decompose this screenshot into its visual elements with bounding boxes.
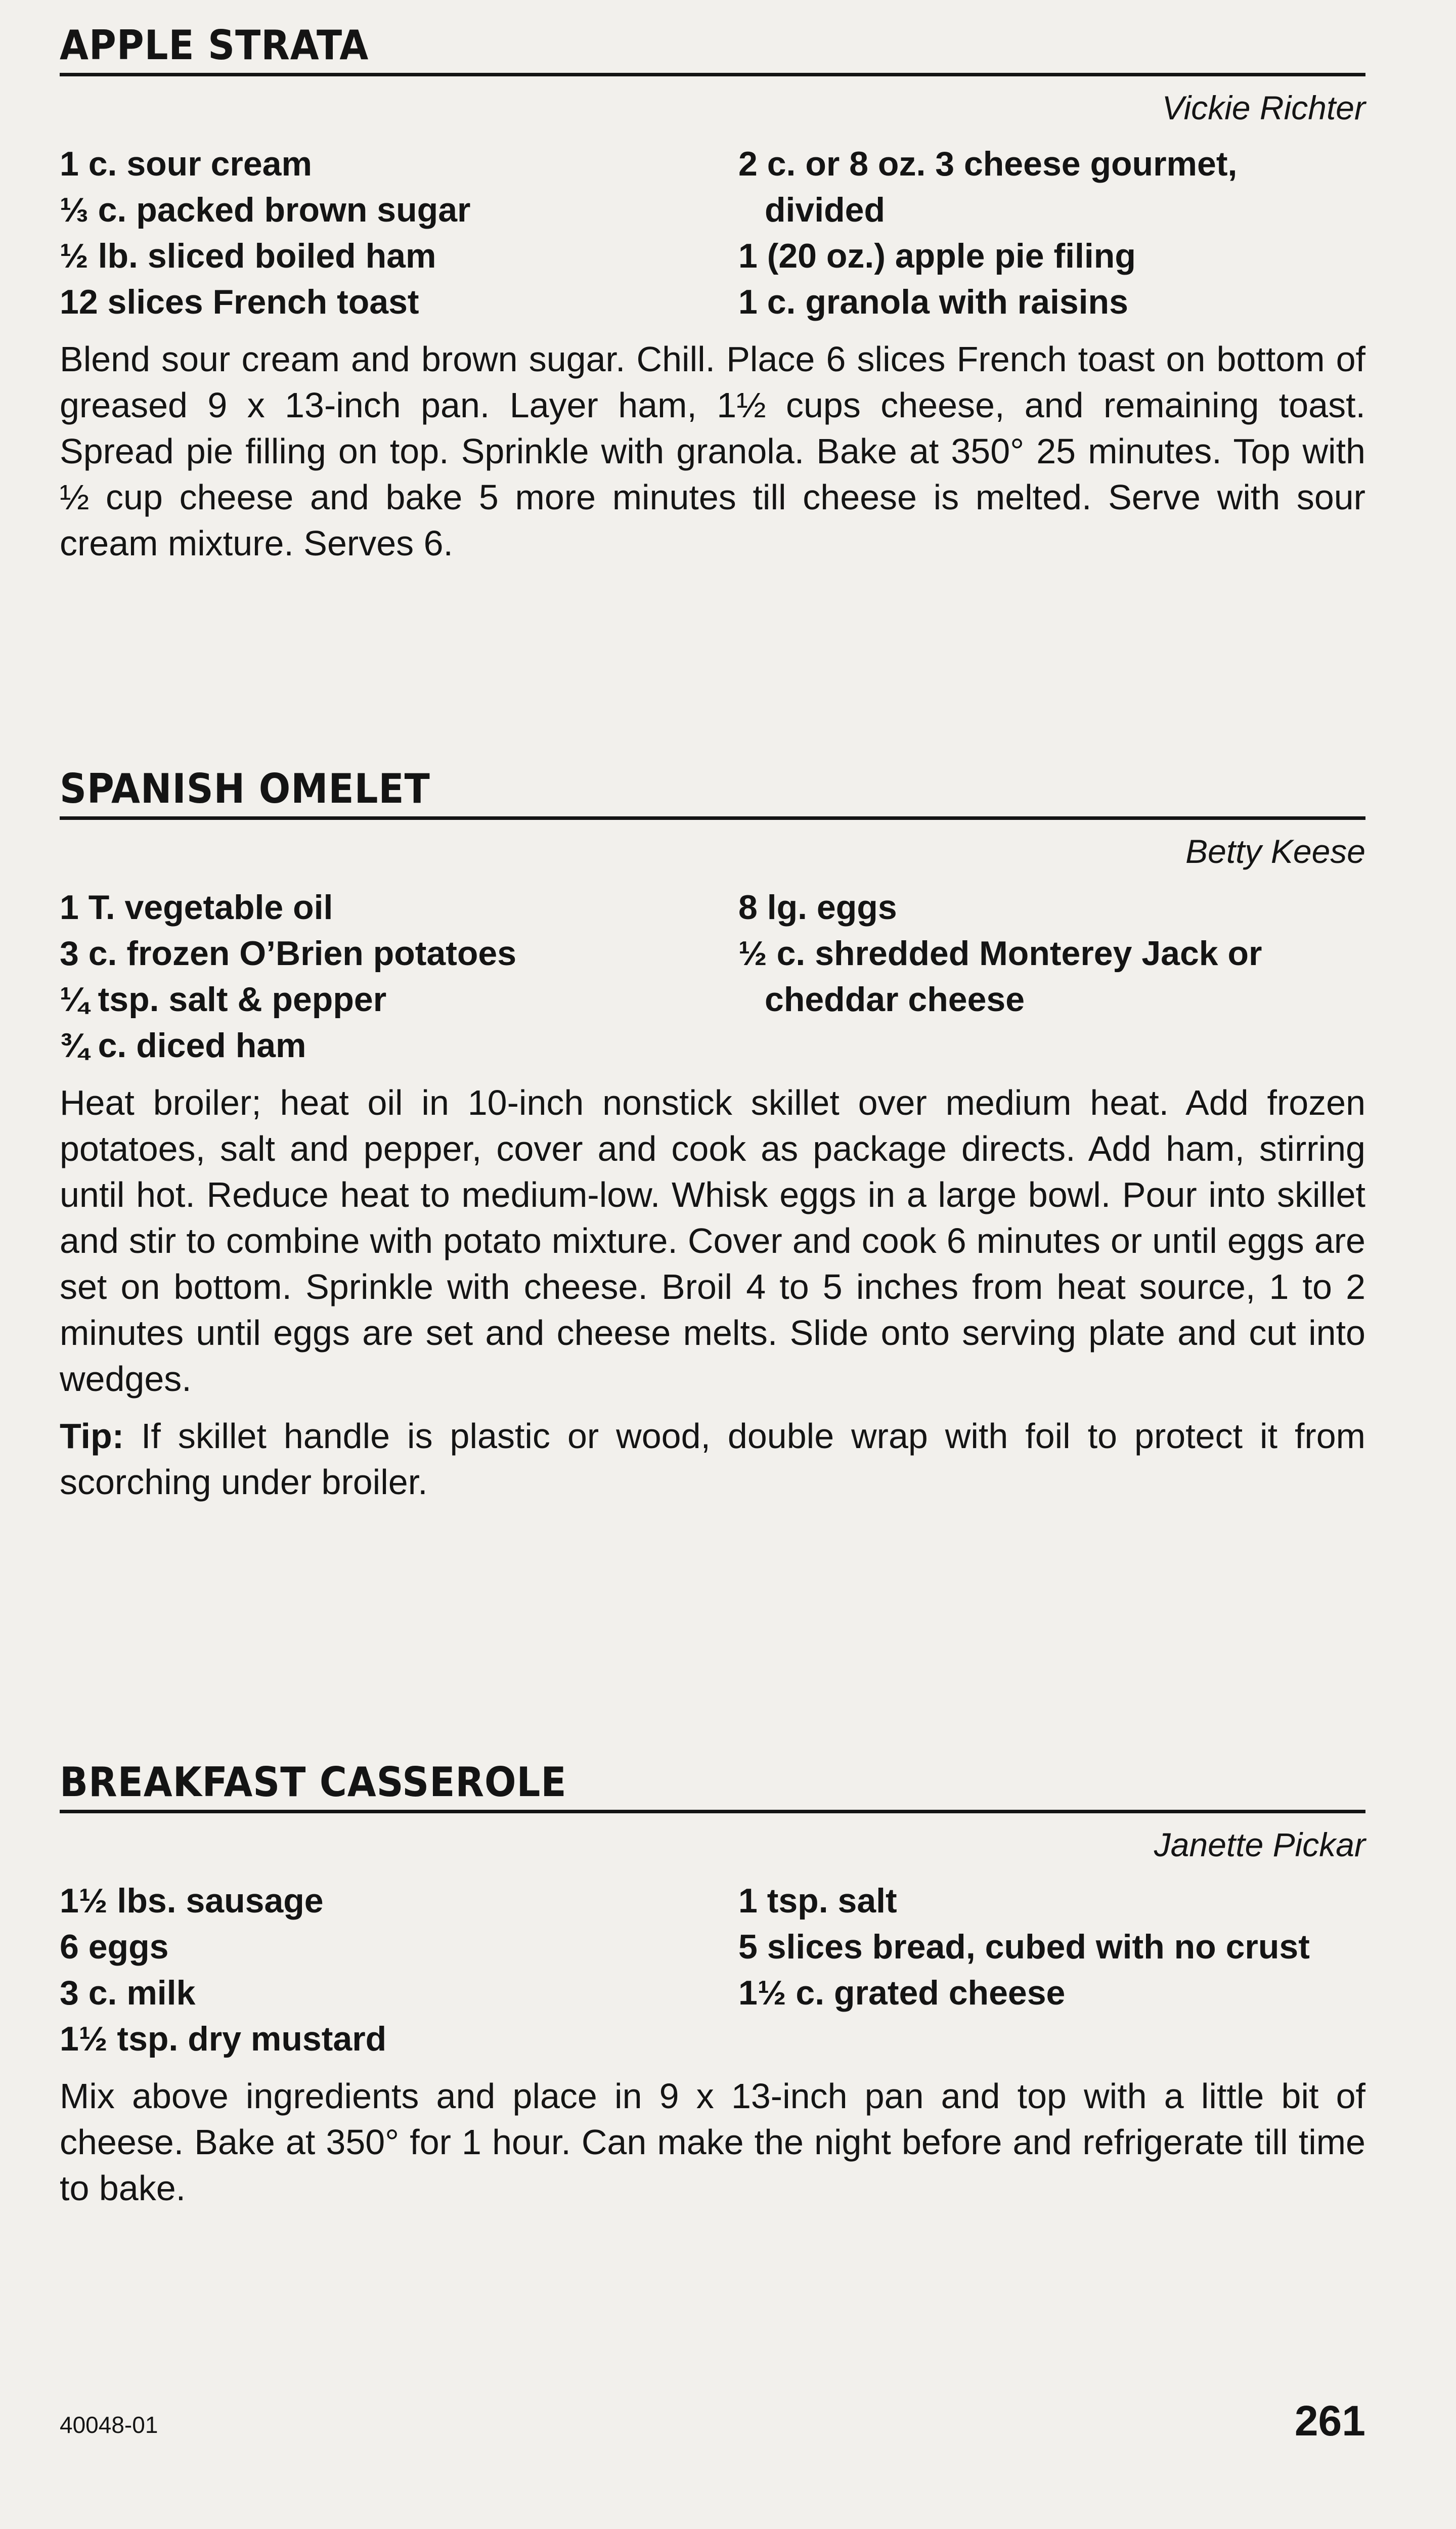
- ingredient: 2 c. or 8 oz. 3 cheese gourmet, divided: [738, 145, 1238, 229]
- ingredient: 12 slices French toast: [60, 283, 419, 321]
- page-number: 261: [1294, 2397, 1365, 2445]
- recipe-breakfast-casserole: [60, 1758, 1365, 2211]
- ingredient: ½ lb. sliced boiled ham: [60, 237, 436, 275]
- recipe-directions: Heat broiler; heat oil in 10-inch nonstick skillet over medium heat. Add frozen potatoes, salt and pepper, cover and cook as package directs. Add ham, stirring until hot. Reduce heat to medium-low. Whisk eggs in a large bowl. Pour into skillet and stir to combine with potato mixture. Cover and cook 6 minutes or until eggs are set on bottom. Sprinkle with cheese. Broil 4 to 5 inches from heat source, 1 to 2 minutes until eggs are set and cheese melts. Slide onto serving plate and cut into wedges.: [60, 1083, 1365, 1399]
- ingredient: ⅓ c. packed brown sugar: [60, 191, 471, 229]
- ingredient: ¾ c. diced ham: [60, 1026, 306, 1065]
- ingredient: 1½ lbs. sausage: [60, 1882, 324, 1920]
- publication-code: 40048-01: [60, 2412, 158, 2438]
- title-rule: [60, 73, 1365, 76]
- ingredient-column-left: [60, 141, 738, 325]
- recipe-author: Betty Keese: [1185, 833, 1365, 870]
- ingredient-list: [60, 885, 1365, 1069]
- ingredient: 8 lg. eggs: [738, 888, 897, 927]
- ingredient: 3 c. milk: [60, 1974, 196, 2012]
- ingredient-column-right: [738, 1878, 1365, 2062]
- ingredient-column-right: [738, 141, 1365, 325]
- ingredient-column-right: [738, 885, 1365, 1069]
- ingredient: 1 c. sour cream: [60, 145, 312, 183]
- ingredient: 1½ tsp. dry mustard: [60, 2020, 387, 2058]
- recipe-title: BREAKFAST CASSEROLE: [60, 1759, 567, 1806]
- recipe-title: SPANISH OMELET: [60, 765, 430, 812]
- ingredient: 1 c. granola with raisins: [738, 283, 1128, 321]
- recipe-tip: [60, 1413, 1365, 1505]
- recipe-author: Vickie Richter: [1162, 89, 1365, 126]
- ingredient: ½ c. shredded Monterey Jack or cheddar cheese: [738, 934, 1262, 1019]
- recipe-directions: Mix above ingredients and place in 9 x 13-inch pan and top with a little bit of cheese. Bake at 350° for 1 hour. Can make the night before and refrigerate till time to bake.: [60, 2076, 1365, 2208]
- title-rule: [60, 816, 1365, 820]
- tip-text: If skillet handle is plastic or wood, double wrap with foil to protect it from scorching under broiler.: [60, 1416, 1365, 1502]
- ingredient-list: [60, 1878, 1365, 2062]
- ingredient-column-left: [60, 1878, 738, 2062]
- tip-label: Tip:: [60, 1416, 124, 1456]
- ingredient: 1 tsp. salt: [738, 1882, 897, 1920]
- ingredient: 1 T. vegetable oil: [60, 888, 333, 927]
- recipe-spanish-omelet: [60, 765, 1365, 1505]
- recipe-title: APPLE STRATA: [60, 22, 369, 69]
- recipe-apple-strata: [60, 21, 1365, 566]
- ingredient: 1 (20 oz.) apple pie filing: [738, 237, 1136, 275]
- ingredient-column-left: [60, 885, 738, 1069]
- ingredient: ¼ tsp. salt & pepper: [60, 980, 387, 1019]
- ingredient: 1½ c. grated cheese: [738, 1974, 1066, 2012]
- ingredient-list: [60, 141, 1365, 325]
- ingredient: 5 slices bread, cubed with no crust: [738, 1928, 1310, 1966]
- ingredient: 3 c. frozen O’Brien potatoes: [60, 934, 517, 973]
- ingredient: 6 eggs: [60, 1928, 169, 1966]
- recipe-author: Janette Pickar: [1154, 1826, 1365, 1863]
- recipe-directions: Blend sour cream and brown sugar. Chill. Place 6 slices French toast on bottom of greased 9 x 13-inch pan. Layer ham, 1½ cups cheese, and remaining toast. Spread pie filling on top. Sprinkle with granola. Bake at 350° 25 minutes. Top with ½ cup cheese and bake 5 more minutes till cheese is melted. Serve with sour cream mixture. Serves 6.: [60, 339, 1365, 563]
- title-rule: [60, 1810, 1365, 1813]
